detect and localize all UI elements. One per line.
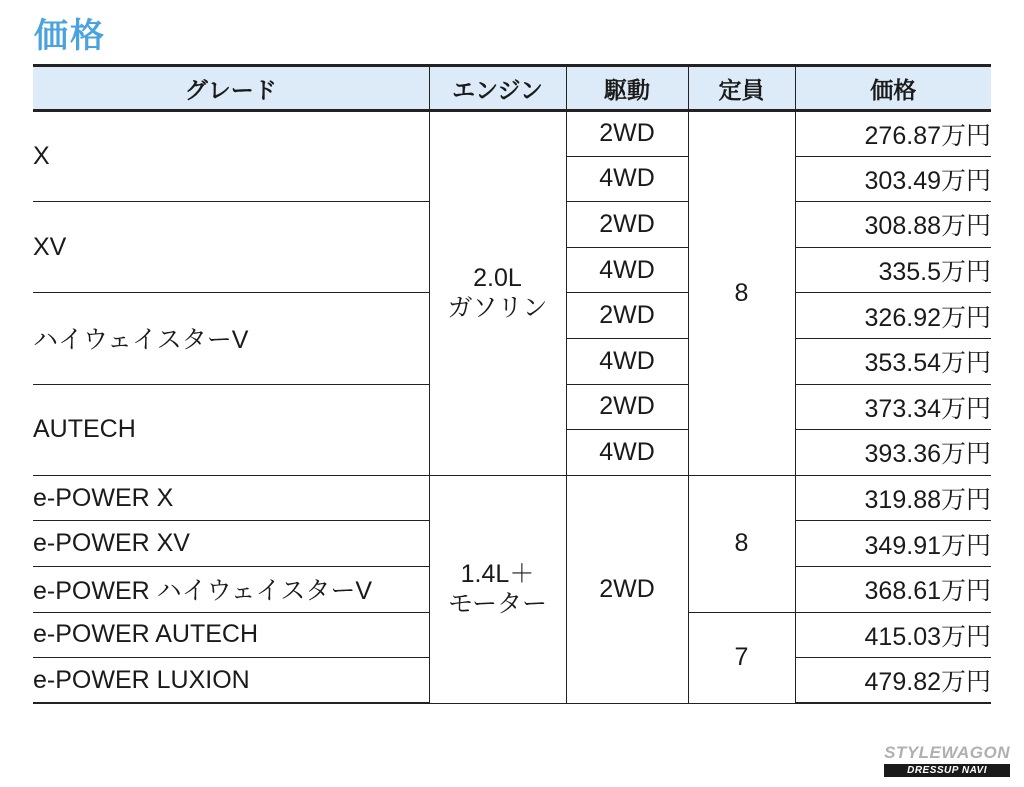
grade-cell: AUTECH — [33, 384, 429, 475]
price-cell: 319.88万円 — [795, 475, 991, 521]
table-row — [33, 111, 991, 157]
price-cell: 373.34万円 — [795, 384, 991, 430]
page-title: 価格 — [34, 17, 106, 55]
grade-cell: ハイウェイスターV — [33, 293, 429, 384]
drive-cell: 2WD — [566, 293, 688, 339]
engine-type: モーター — [447, 590, 547, 619]
price-cell: 353.54万円 — [795, 338, 991, 384]
engine-cell-epower — [429, 475, 566, 703]
engine-type: ガソリン — [447, 294, 548, 323]
drive-cell: 4WD — [566, 156, 688, 202]
watermark-bottom: DRESSUP NAVI — [884, 764, 1010, 777]
grade-cell: X — [33, 111, 429, 202]
watermark-logo — [884, 743, 1010, 777]
price-cell: 415.03万円 — [795, 612, 991, 658]
header-drive: 駆動 — [566, 66, 688, 111]
engine-cell-gasoline — [429, 111, 566, 476]
drive-cell: 4WD — [566, 247, 688, 293]
table-row — [33, 475, 991, 521]
grade-cell: e-POWER LUXION — [33, 658, 429, 704]
drive-cell: 2WD — [566, 202, 688, 248]
price-cell: 326.92万円 — [795, 293, 991, 339]
price-cell: 276.87万円 — [795, 111, 991, 157]
grade-cell: XV — [33, 202, 429, 293]
price-cell: 308.88万円 — [795, 202, 991, 248]
header-grade: グレード — [33, 66, 429, 111]
watermark-top: STYLEWAGON — [884, 743, 1010, 762]
header-price: 価格 — [795, 66, 991, 111]
header-capacity: 定員 — [688, 66, 795, 111]
price-cell: 479.82万円 — [795, 658, 991, 704]
grade-cell: e-POWER AUTECH — [33, 612, 429, 658]
capacity-cell-epower-8: 8 — [688, 475, 795, 612]
drive-cell: 2WD — [566, 111, 688, 157]
grade-cell: e-POWER XV — [33, 521, 429, 567]
price-cell: 349.91万円 — [795, 521, 991, 567]
engine-displacement: 1.4L＋ — [460, 560, 535, 589]
capacity-cell-gasoline: 8 — [688, 111, 795, 476]
capacity-cell-epower-7: 7 — [688, 612, 795, 703]
drive-cell: 4WD — [566, 338, 688, 384]
drive-cell-epower: 2WD — [566, 475, 688, 703]
price-cell: 335.5万円 — [795, 247, 991, 293]
price-cell: 393.36万円 — [795, 430, 991, 476]
engine-displacement: 2.0L — [473, 264, 522, 293]
header-row — [33, 66, 991, 111]
drive-cell: 2WD — [566, 384, 688, 430]
price-cell: 368.61万円 — [795, 566, 991, 612]
price-table — [33, 64, 991, 704]
price-cell: 303.49万円 — [795, 156, 991, 202]
grade-cell: e-POWER X — [33, 475, 429, 521]
grade-cell: e-POWER ハイウェイスターV — [33, 566, 429, 612]
header-engine: エンジン — [429, 66, 566, 111]
drive-cell: 4WD — [566, 430, 688, 476]
